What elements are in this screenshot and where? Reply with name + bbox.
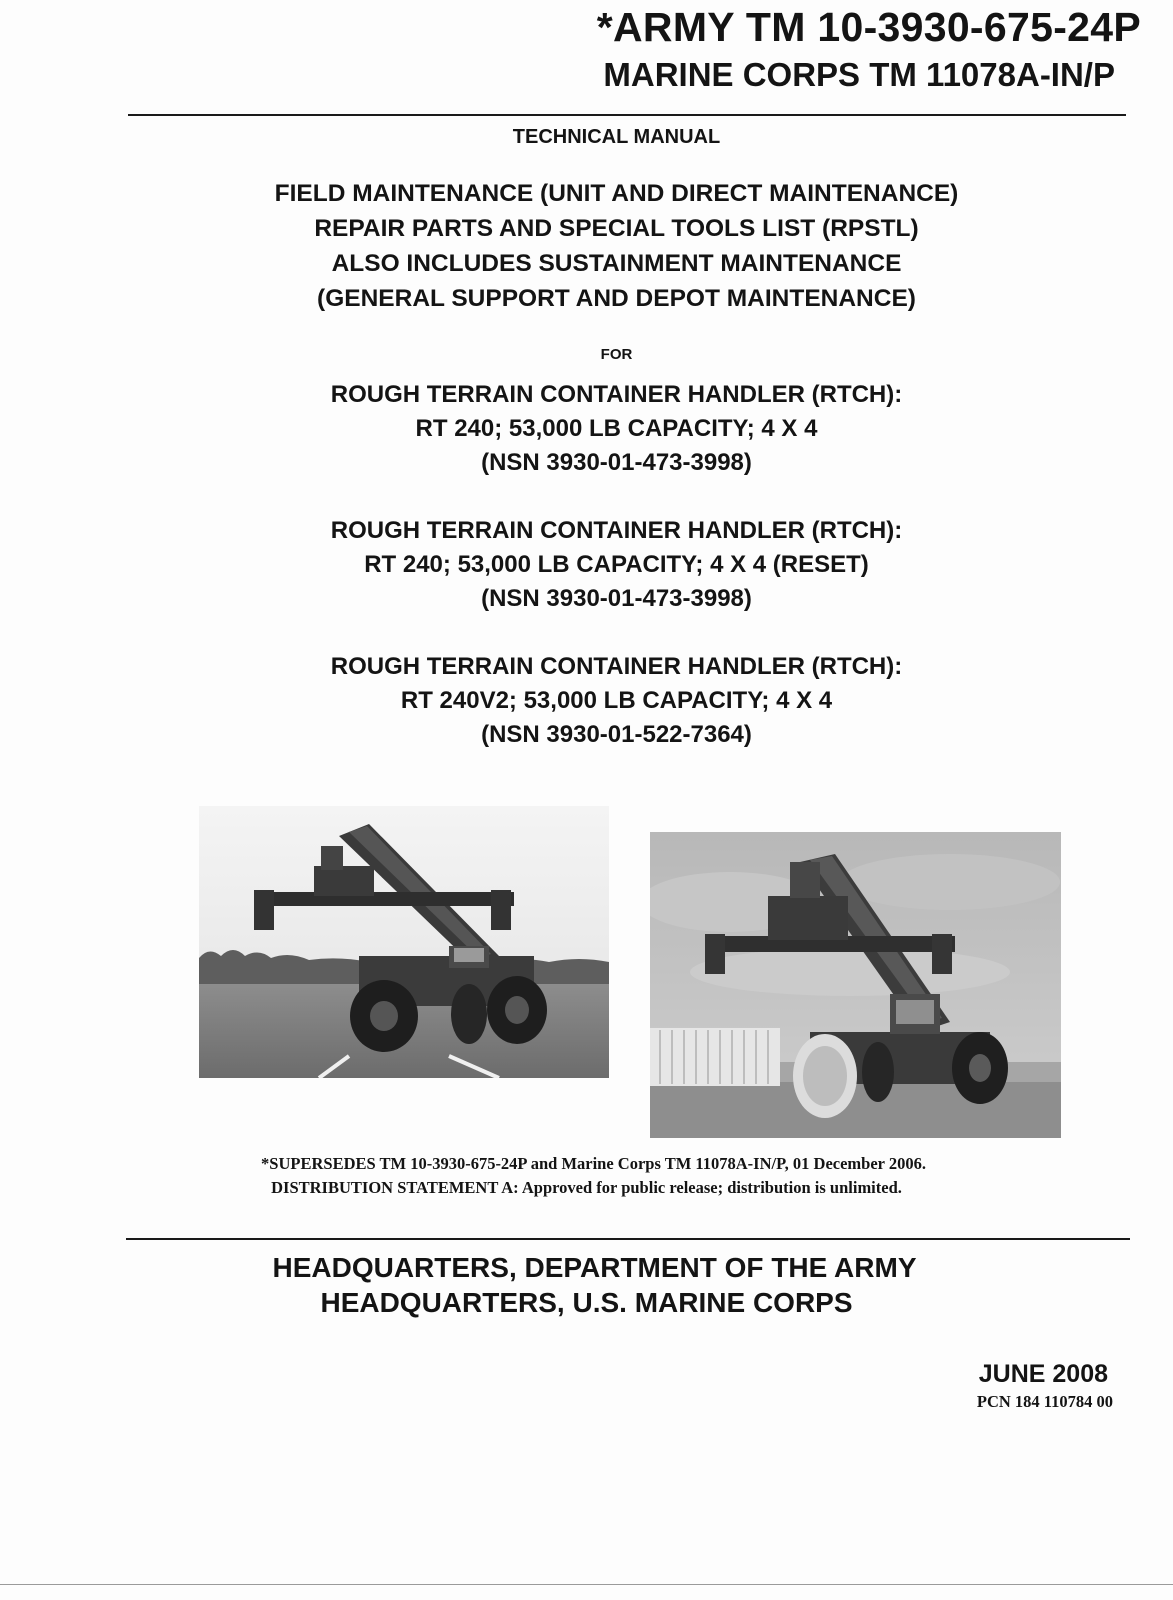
document-type: TECHNICAL MANUAL: [512, 126, 721, 148]
manual-title-line: (GENERAL SUPPORT AND DEPOT MAINTENANCE): [317, 285, 916, 312]
supersession-notes: [0, 1152, 1173, 1200]
vehicle-nsn: (NSN 3930-01-473-3998): [481, 585, 752, 612]
manual-title-line: REPAIR PARTS AND SPECIAL TOOLS LIST (RPSTL): [314, 215, 919, 242]
vehicle-nsn: (NSN 3930-01-473-3998): [481, 449, 752, 476]
manual-title-line: ALSO INCLUDES SUSTAINMENT MAINTENANCE: [331, 250, 902, 277]
headquarters-army: HEADQUARTERS, DEPARTMENT OF THE ARMY: [272, 1252, 917, 1283]
manual-title: [30, 176, 1173, 316]
marine-corps-tm-number: MARINE CORPS TM 11078A-IN/P: [603, 56, 1115, 93]
vehicle-name: ROUGH TERRAIN CONTAINER HANDLER (RTCH):: [330, 517, 903, 544]
rtch-photo-left: [199, 806, 609, 1078]
distribution-statement: DISTRIBUTION STATEMENT A: Approved for public release; distribution is unlimited.: [271, 1178, 902, 1197]
vehicle-model: RT 240; 53,000 LB CAPACITY; 4 X 4: [415, 415, 818, 442]
headquarters-marine-corps: HEADQUARTERS, U.S. MARINE CORPS: [320, 1287, 853, 1318]
vehicle-entry-rt240v2: [30, 650, 1173, 752]
vehicle-nsn: (NSN 3930-01-522-7364): [481, 721, 752, 748]
supersedes-note: *SUPERSEDES TM 10-3930-675-24P and Marine Corps TM 11078A-IN/P, 01 December 2006.: [261, 1154, 926, 1173]
vehicle-model: RT 240; 53,000 LB CAPACITY; 4 X 4 (RESET): [364, 551, 869, 578]
pcn-number: PCN 184 110784 00: [976, 1392, 1113, 1411]
manual-title-line: FIELD MAINTENANCE (UNIT AND DIRECT MAINTENANCE): [274, 180, 959, 207]
rtch-photo-right: [650, 832, 1061, 1138]
for-label: FOR: [600, 346, 633, 363]
army-tm-number: *ARMY TM 10-3930-675-24P: [596, 4, 1141, 50]
vehicle-name: ROUGH TERRAIN CONTAINER HANDLER (RTCH):: [330, 653, 903, 680]
headquarters-block: [0, 1250, 1173, 1320]
publication-date: JUNE 2008: [978, 1360, 1108, 1388]
vehicle-entry-rt240-reset: [30, 514, 1173, 616]
footer-divider: [126, 1238, 1130, 1240]
header-divider: [128, 114, 1126, 116]
vehicle-entry-rt240: [30, 378, 1173, 480]
vehicle-model: RT 240V2; 53,000 LB CAPACITY; 4 X 4: [400, 687, 833, 714]
scan-bottom-edge: [0, 1584, 1173, 1585]
vehicle-name: ROUGH TERRAIN CONTAINER HANDLER (RTCH):: [330, 381, 903, 408]
